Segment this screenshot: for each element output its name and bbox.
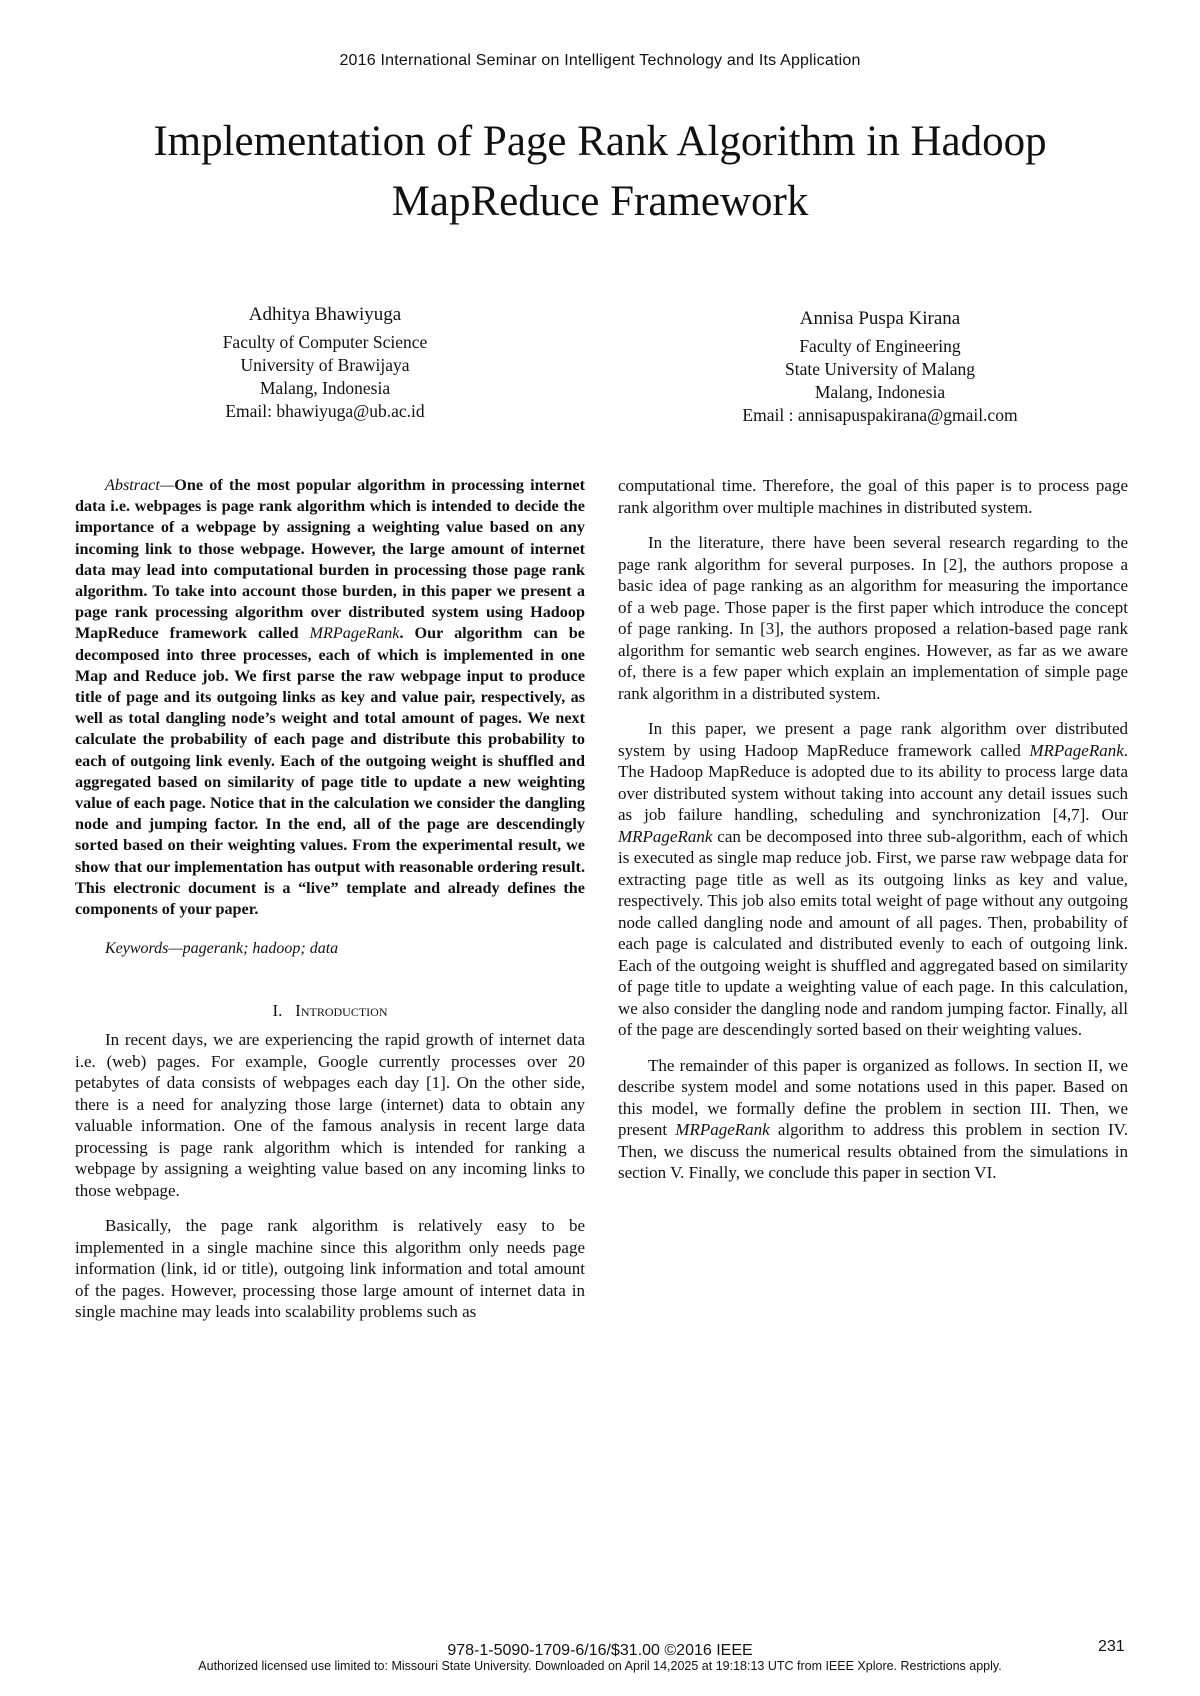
algorithm-name: MRPageRank bbox=[618, 826, 713, 846]
conference-header: 2016 International Seminar on Intelligent Technology and Its Application bbox=[339, 52, 861, 69]
author-block-2 bbox=[700, 306, 1060, 427]
abstract bbox=[75, 475, 585, 920]
keywords: Keywords—pagerank; hadoop; data bbox=[105, 940, 339, 958]
abstract-text-1: One of the most popular algorithm in processing internet data i.e. webpages is page rank algorithm which is intended to decide the importance of a webpage by assigning a weighting value based on any incoming link to those webpage. However, the large amount of internet data may lead into computational burden in processing those page rank algorithm. To take into account those burden, in this paper we present a page rank processing algorithm over distributed system using Hadoop MapReduce framework called bbox=[75, 476, 585, 643]
text-run: can be decomposed into three sub-algorithm, each of which is executed as single map reduce job. First, we parse raw webpage data for extracting page title as well as its outgoing links as key and value, respectively. This job also emits total weight of page without any outgoing node called dangling node and amount of all pages. Then, probability of each page is calculated and distributed evenly to each of outgoing link. Each of the outgoing weight is shuffled and aggregated based on similarity of page title to update a weighting value of each page. In this calculation, we also consider the dangling node and random jumping factor. Finally, all of the page are descendingly sorted based on their weighting values. bbox=[618, 826, 1128, 1039]
author-institution: University of Brawijaya bbox=[240, 355, 410, 375]
algorithm-name: MRPageRank bbox=[309, 624, 400, 643]
author-location: Malang, Indonesia bbox=[259, 378, 391, 398]
section-title: Introduction bbox=[295, 1000, 388, 1020]
text-run: . The Hadoop MapReduce is adopted due to its ability to process large data over distributed system without taking into account any detail issues such as job failure handling, scheduling and synchronization [4,7]. Our bbox=[618, 740, 1128, 824]
algorithm-name: MRPageRank bbox=[675, 1120, 770, 1139]
footer-isbn: 978-1-5090-1709-6/16/$31.00 ©2016 IEEE bbox=[447, 1642, 753, 1659]
page-number: 231 bbox=[1098, 1638, 1125, 1655]
left-column bbox=[75, 475, 585, 1323]
right-column bbox=[618, 475, 1128, 1184]
paper-title bbox=[60, 112, 1140, 232]
body-paragraph-1: computational time. Therefore, the goal of this paper is to process page rank algorithm over multiple machines in distributed system. bbox=[618, 476, 1128, 517]
abstract-lead: Abstract— bbox=[105, 476, 175, 494]
text-run: In this paper, we present a page rank algorithm over distributed system by using Hadoop MapReduce framework called bbox=[618, 719, 1128, 760]
section-heading bbox=[75, 1000, 585, 1022]
author-name: Adhitya Bhawiyuga bbox=[248, 304, 402, 325]
intro-paragraph-1: In recent days, we are experiencing the rapid growth of internet data i.e. (web) pages. For example, Google currently processes over 20 petabytes of data consists of webpages each day [1]. On the other side, there is a need for analyzing those large (internet) data to obtain any valuable information. One of the famous analysis in recent large data processing is page rank algorithm which is intended for ranking a webpage by assigning a weighting value based on any incoming links to those webpage. bbox=[75, 1030, 585, 1200]
license-notice: Authorized licensed use limited to: Missouri State University. Downloaded on April 14,2025 at 19:18:13 UTC from IEEE Xplore. Restrictions apply. bbox=[198, 1659, 1002, 1673]
body-paragraph-3 bbox=[618, 718, 1128, 1041]
text-run: algorithm to address this problem in section IV. Then, we discuss the numerical results obtained from the simulations in section V. Finally, we conclude this paper in section VI. bbox=[618, 1120, 1128, 1182]
author-department: Faculty of Engineering bbox=[799, 336, 961, 356]
author-email: Email : annisapuspakirana@gmail.com bbox=[742, 405, 1018, 425]
text-run: The remainder of this paper is organized as follows. In section II, we describe system model and some notations used in this paper. Based on this model, we formally define the problem in section III. Then, we present bbox=[618, 1055, 1128, 1139]
intro-paragraph-2: Basically, the page rank algorithm is relatively easy to be implemented in a single machine since this algorithm only needs page information (link, id or title), outgoing link information and total amount of the pages. However, processing those large amount of internet data in single machine may leads into scalability problems such as bbox=[75, 1216, 585, 1322]
algorithm-name: MRPageRank bbox=[1029, 740, 1124, 760]
author-block-1 bbox=[160, 302, 490, 423]
abstract-text-2: . Our algorithm can be decomposed into three processes, each of which is implemented in one Map and Reduce job. We first parse the raw webpage input to produce title of page and its outgoing links as key and value pair, respectively, as well as total dangling node’s weight and total amount of pages. We next calculate the probability of each page and distribute this probability to each of outgoing link evenly. Each of the outgoing weight is shuffled and aggregated based on similarity of page title to update a new weighting value of each page. Notice that in the calculation we consider the dangling node and jumping factor. In the end, all of the page are descendingly sorted based on their weighting values. From the experimental result, we show that our implementation has output with reasonable ordering result. This electronic document is a “live” template and already defines the components of your paper. bbox=[75, 624, 585, 919]
body-paragraph-4 bbox=[618, 1055, 1128, 1184]
author-institution: State University of Malang bbox=[784, 359, 976, 379]
section-number: I. bbox=[272, 1000, 283, 1020]
author-email: Email: bhawiyuga@ub.ac.id bbox=[225, 401, 425, 421]
author-name: Annisa Puspa Kirana bbox=[799, 308, 961, 329]
author-department: Faculty of Computer Science bbox=[222, 332, 428, 352]
title-line-2: MapReduce Framework bbox=[391, 178, 809, 225]
author-location: Malang, Indonesia bbox=[814, 382, 946, 402]
title-line-1: Implementation of Page Rank Algorithm in Hadoop bbox=[153, 118, 1047, 165]
body-paragraph-2: In the literature, there have been several research regarding to the page rank algorithm for several purposes. In [2], the authors propose a basic idea of page ranking as an algorithm for measuring the importance of a web page. Those paper is the first paper which introduce the concept of page ranking. In [3], the authors proposed a relation-based page rank algorithm for semantic web search engines. However, as far as we aware of, there is a few paper which explain an implementation of simple page rank algorithm in a distributed system. bbox=[618, 533, 1128, 703]
